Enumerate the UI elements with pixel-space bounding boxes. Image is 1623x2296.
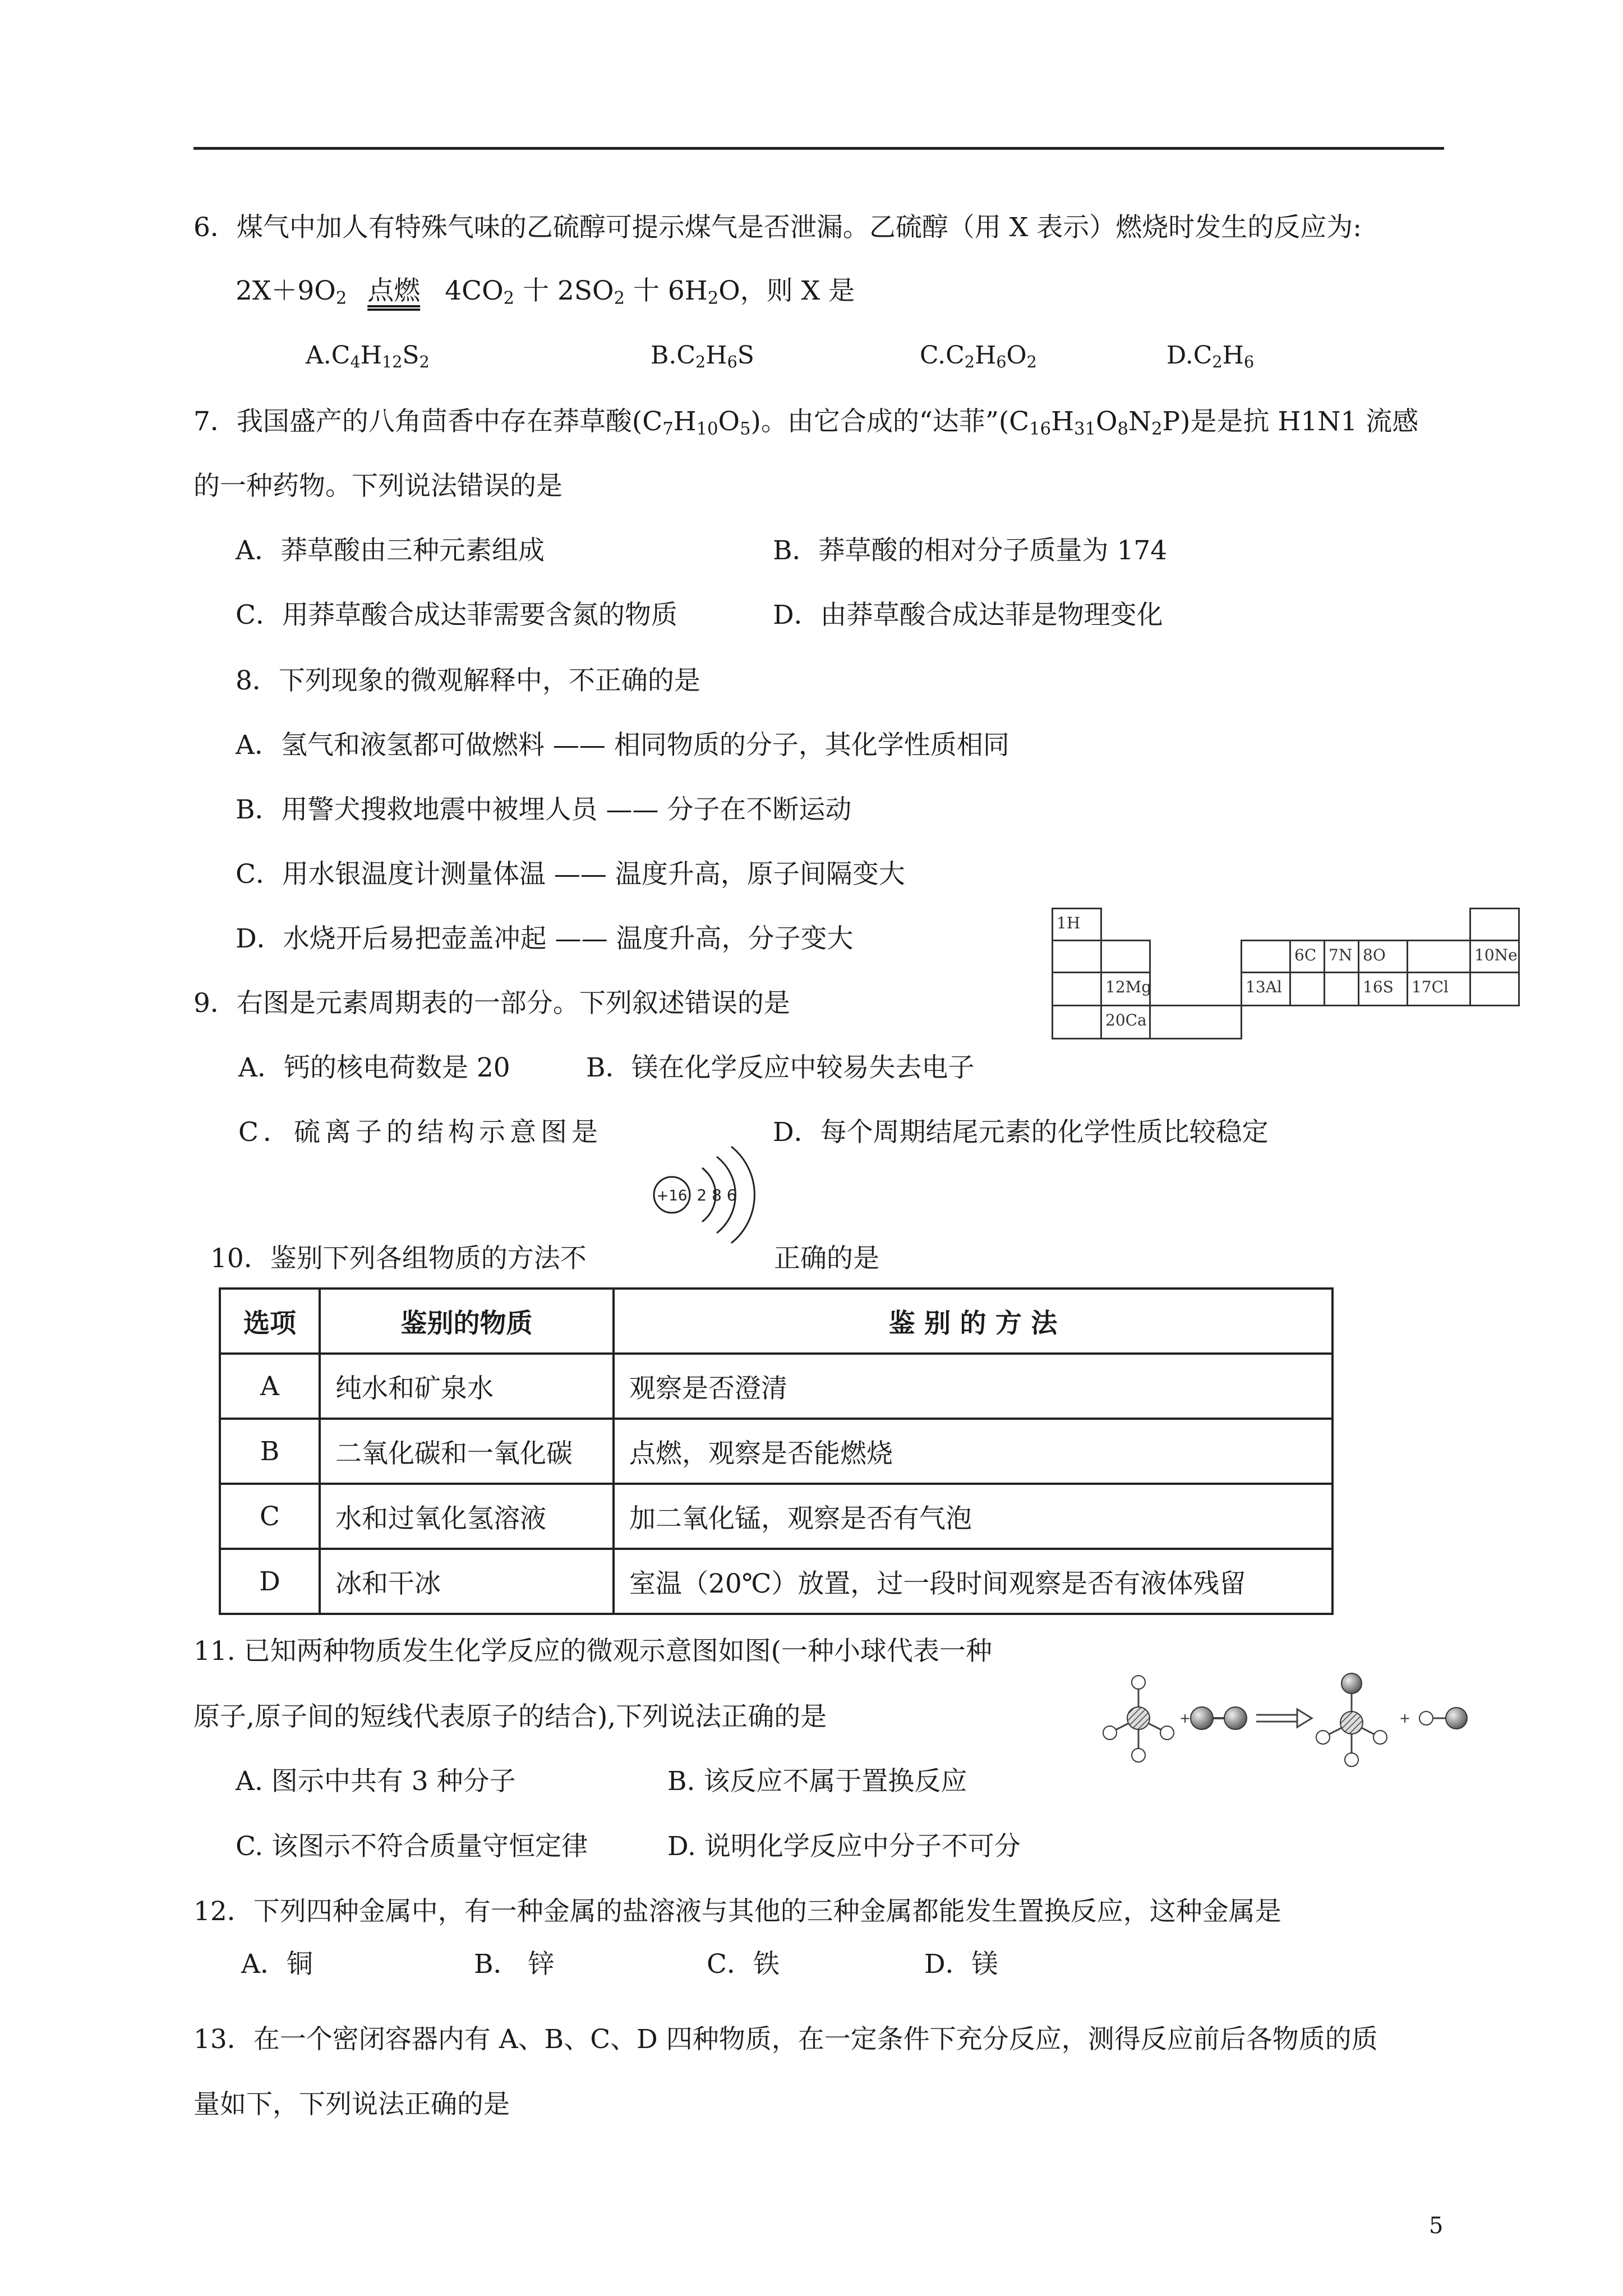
pt-cell	[1289, 972, 1325, 1006]
q7-option-b: B．莽草酸的相对分子质量为 174	[773, 535, 1168, 566]
header-rule	[193, 147, 1444, 150]
plus-sign: +	[1179, 1710, 1191, 1726]
reactant-molecule-1	[1103, 1676, 1174, 1762]
q9-stem: 9．右图是元素周期表的一部分。下列叙述错误的是	[193, 988, 790, 1019]
pt-cell-ca: 20Ca	[1100, 1005, 1151, 1039]
ion-shell-electrons: 2 8 6	[697, 1186, 737, 1204]
table-header-row	[220, 1289, 1332, 1354]
q13-stem-continued: 量如下，下列说法正确的是	[193, 2089, 510, 2120]
q13-stem: 13．在一个密闭容器内有 A、B、C、D 四种物质，在一定条件下充分反应，测得反应前后各物质的质	[193, 2024, 1378, 2055]
pt-cell-h: 1H	[1052, 908, 1102, 941]
q12-stem: 12．下列四种金属中，有一种金属的盐溶液与其他的三种金属都能发生置换反应，这种金属是	[193, 1896, 1281, 1927]
q9-option-b: B．镁在化学反应中较易失去电子	[586, 1052, 975, 1083]
pt-cell-n: 7N	[1324, 940, 1359, 973]
page-number: 5	[1429, 2213, 1444, 2239]
q11-stem: 11. 已知两种物质发生化学反应的微观示意图如图(一种小球代表一种	[193, 1636, 993, 1667]
pt-cell	[1052, 972, 1102, 1006]
table-cell-method: 观察是否澄清	[614, 1354, 1332, 1419]
table-cell-option: B	[220, 1419, 320, 1484]
q8-stem: 8．下列现象的微观解释中，不正确的是	[236, 665, 700, 696]
pt-cell	[1052, 940, 1102, 973]
table-row	[220, 1484, 1332, 1549]
q6-option-d: $D.C_2H_6$	[1166, 341, 1255, 372]
table-header-option: 选项	[220, 1289, 320, 1354]
table-cell-substances: 纯水和矿泉水	[320, 1354, 614, 1419]
pt-cell	[1241, 940, 1291, 973]
pt-cell-ne: 10Ne	[1469, 940, 1520, 973]
table-row	[220, 1419, 1332, 1484]
q11-stem-continued: 原子,原子间的短线代表原子的结合),下列说法正确的是	[193, 1701, 827, 1732]
pt-cell	[1469, 972, 1520, 1006]
table-cell-substances: 冰和干冰	[320, 1549, 614, 1614]
reaction-arrow-icon	[1256, 1709, 1312, 1727]
q9-option-d: D．每个周期结尾元素的化学性质比较稳定	[773, 1117, 1269, 1148]
q8-option-d: D．水烧开后易把壶盖冲起 —— 温度升高，分子变大	[236, 923, 854, 954]
pt-cell-mg: 12Mg	[1100, 972, 1151, 1006]
q7-option-c: C．用莽草酸合成达菲需要含氮的物质	[236, 600, 677, 631]
sulfide-ion-structure-diagram	[651, 1139, 757, 1251]
table-cell-option: D	[220, 1549, 320, 1614]
ion-nucleus-label: +16	[656, 1188, 688, 1204]
table-cell-method: 点燃，观察是否能燃烧	[614, 1419, 1332, 1484]
plus-sign: +	[1399, 1710, 1411, 1726]
q8-option-a: A．氢气和液氢都可做燃料 —— 相同物质的分子，其化学性质相同	[236, 730, 1009, 761]
pt-cell-c: 6C	[1289, 940, 1325, 973]
table-row	[220, 1549, 1332, 1614]
q10-stem-b: 正确的是	[774, 1243, 879, 1274]
reactant-molecule-2	[1191, 1707, 1247, 1729]
q10-stem-a: 10．鉴别下列各组物质的方法不	[210, 1243, 587, 1274]
q8-option-c: C．用水银温度计测量体温 —— 温度升高，原子间隔变大	[236, 859, 905, 890]
pt-cell-s: 16S	[1358, 972, 1408, 1006]
q7-stem: 7．我国盛产的八角茴香中存在莽草酸$(C_7H_{10}O_5)$。由它合成的“达菲$”(C_{16}H_{31}O_8N_2P)$是是抗 H1N1 流感	[193, 406, 1419, 439]
pt-cell-o: 8O	[1358, 940, 1408, 973]
q9-option-c: C．硫离子的结构示意图是	[238, 1117, 602, 1148]
pt-cell	[1052, 1005, 1102, 1039]
table-cell-method: 加二氧化锰，观察是否有气泡	[614, 1484, 1332, 1549]
q6-option-a: $A.C_4H_{12}S_2$	[306, 341, 430, 372]
q6-equation: $2X+9O_2$ 点燃 $4CO_2$ 十 $2SO_2$ 十 $6H_2O$，则 X 是	[236, 275, 855, 309]
q6-stem: 6．煤气中加人有特殊气味的乙硫醇可提示煤气是否泄漏。乙硫醇（用 X 表示）燃烧时发生的反应为:	[193, 212, 1362, 243]
table-cell-method: 室温（20℃）放置，过一段时间观察是否有液体残留	[614, 1549, 1332, 1614]
table-cell-option: C	[220, 1484, 320, 1549]
reaction-micro-diagram	[1096, 1669, 1489, 1767]
pt-cell	[1324, 972, 1359, 1006]
q12-option-c: C．铁	[707, 1949, 780, 1980]
q6-option-b: $B.C_2H_6S$	[651, 341, 754, 372]
q11-option-a: A. 图示中共有 3 种分子	[236, 1766, 516, 1797]
q6-option-c: $C.C_2H_6O_2$	[920, 341, 1037, 372]
identification-table	[219, 1287, 1334, 1615]
q12-option-b: B． 锌	[474, 1949, 555, 1980]
q11-option-b: B. 该反应不属于置换反应	[667, 1766, 967, 1797]
q7-option-d: D．由莽草酸合成达菲是物理变化	[773, 600, 1163, 631]
table-cell-substances: 二氧化碳和一氧化碳	[320, 1419, 614, 1484]
product-molecule-2	[1419, 1708, 1467, 1729]
pt-cell	[1100, 940, 1151, 973]
pt-cell-ne-top	[1469, 908, 1520, 941]
q9-option-a: A．钙的核电荷数是 20	[238, 1052, 510, 1083]
q7-option-a: A．莽草酸由三种元素组成	[236, 535, 545, 566]
table-row	[220, 1354, 1332, 1419]
q11-option-c: C. 该图示不符合质量守恒定律	[236, 1831, 588, 1862]
pt-cell-al: 13Al	[1241, 972, 1291, 1006]
pt-cell	[1407, 940, 1471, 973]
q12-option-d: D．镁	[924, 1949, 998, 1980]
pt-cell	[1149, 1005, 1242, 1039]
table-cell-option: A	[220, 1354, 320, 1419]
product-molecule-1	[1316, 1673, 1387, 1766]
q11-option-d: D. 说明化学反应中分子不可分	[667, 1831, 1021, 1862]
q8-option-b: B．用警犬搜救地震中被埋人员 —— 分子在不断运动	[236, 794, 852, 825]
q12-option-a: A．铜	[241, 1949, 313, 1980]
table-cell-substances: 水和过氧化氢溶液	[320, 1484, 614, 1549]
q7-stem-continued: 的一种药物。下列说法错误的是	[193, 471, 562, 501]
table-header-method: 鉴 别 的 方 法	[614, 1289, 1332, 1354]
reaction-condition: 点燃	[367, 275, 421, 306]
table-header-substances: 鉴别的物质	[320, 1289, 614, 1354]
pt-cell-cl: 17Cl	[1407, 972, 1471, 1006]
